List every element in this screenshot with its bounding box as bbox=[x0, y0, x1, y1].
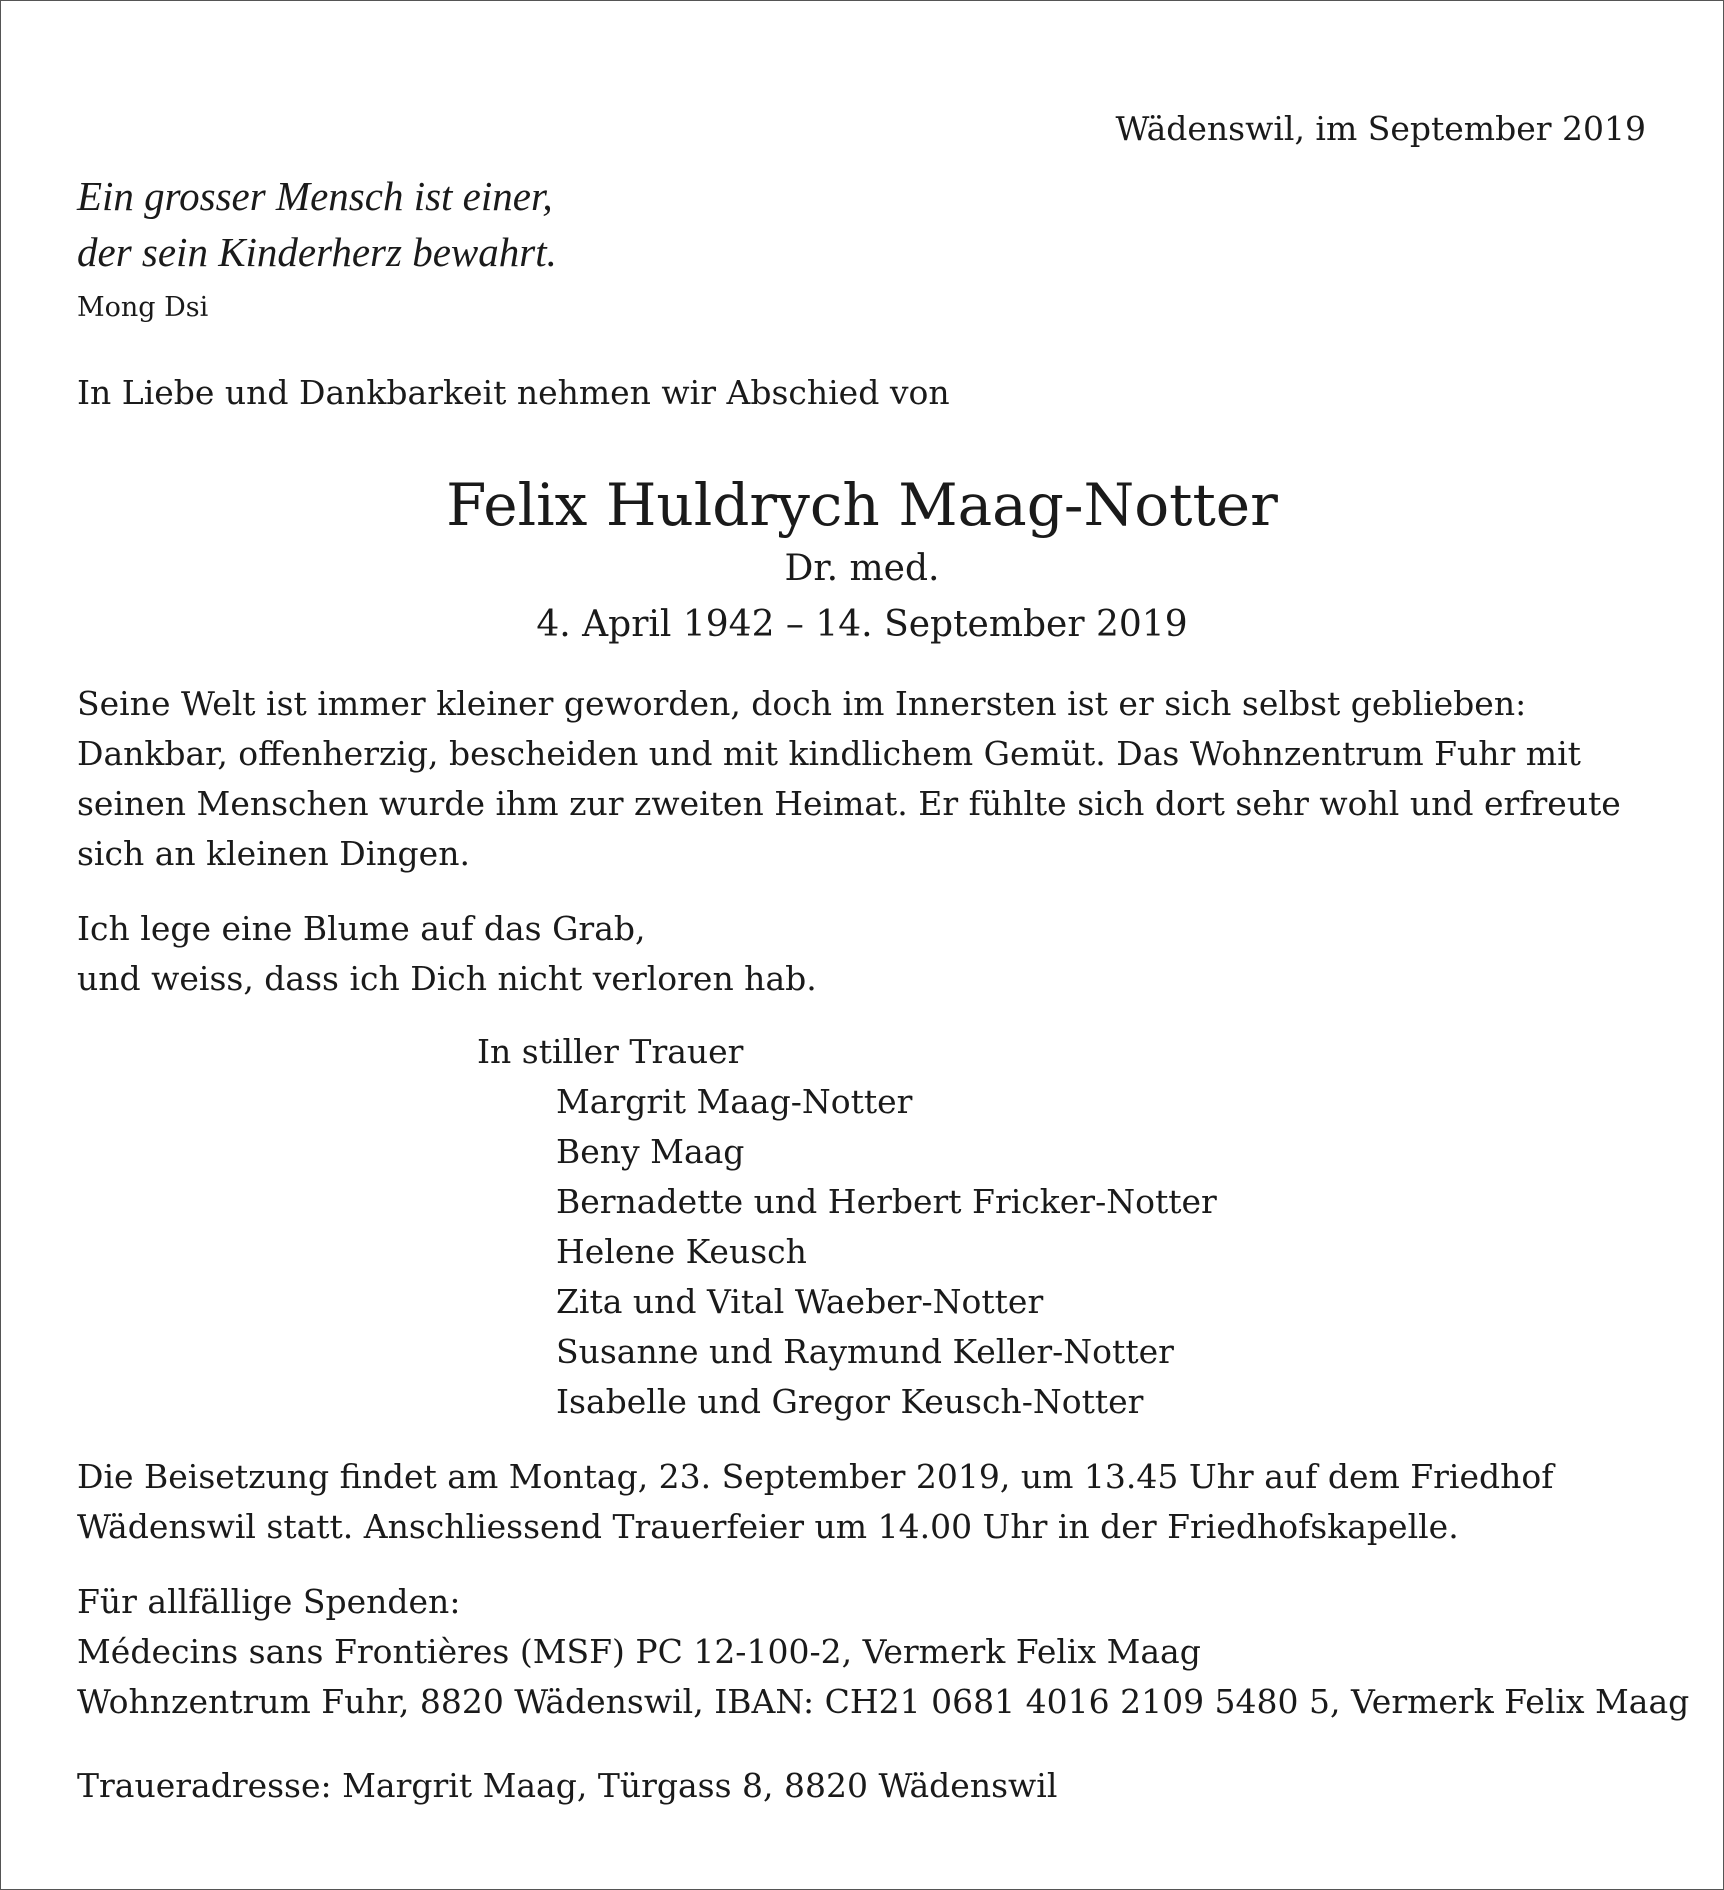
life-dates: 4. April 1942 – 14. September 2019 bbox=[536, 604, 1188, 645]
verse-line: und weiss, dass ich Dich nicht verloren hab. bbox=[77, 959, 817, 998]
tribute-line: seinen Menschen wurde ihm zur zweiten Heimat. Er fühlte sich dort sehr wohl und erfreute bbox=[77, 784, 1621, 823]
deceased-name: Felix Huldrych Maag-Notter bbox=[446, 471, 1278, 539]
mourning-heading: In stiller Trauer bbox=[477, 1032, 744, 1071]
quote-line: Ein grosser Mensch ist einer, bbox=[77, 173, 553, 219]
funeral-line: Die Beisetzung findet am Montag, 23. September 2019, um 13.45 Uhr auf dem Friedhof bbox=[77, 1457, 1554, 1496]
funeral-line: Wädenswil statt. Anschliessend Trauerfeier um 14.00 Uhr in der Friedhofskapelle. bbox=[77, 1507, 1459, 1546]
donation-line: Wohnzentrum Fuhr, 8820 Wädenswil, IBAN: CH21 0681 4016 2109 5480 5, Vermerk Felix Maag bbox=[77, 1682, 1690, 1721]
verse-line: Ich lege eine Blume auf das Grab, bbox=[77, 909, 646, 948]
donation-line: Für allfällige Spenden: bbox=[77, 1582, 461, 1621]
mourner-name: Zita und Vital Waeber-Notter bbox=[556, 1282, 1044, 1321]
place-date: Wädenswil, im September 2019 bbox=[1115, 109, 1646, 148]
intro-text: In Liebe und Dankbarkeit nehmen wir Abschied von bbox=[77, 373, 950, 412]
mourner-name: Isabelle und Gregor Keusch-Notter bbox=[556, 1382, 1144, 1421]
tribute-line: Dankbar, offenherzig, bescheiden und mit kindlichem Gemüt. Das Wohnzentrum Fuhr mit bbox=[77, 734, 1581, 773]
quote-line: der sein Kinderherz bewahrt. bbox=[77, 229, 557, 275]
deceased-title: Dr. med. bbox=[784, 548, 940, 589]
donation-line: Médecins sans Frontières (MSF) PC 12-100-2, Vermerk Felix Maag bbox=[77, 1632, 1201, 1671]
mourner-name: Margrit Maag-Notter bbox=[556, 1082, 913, 1121]
mourning-address: Traueradresse: Margrit Maag, Türgass 8, 8820 Wädenswil bbox=[77, 1766, 1058, 1805]
mourner-name: Susanne und Raymund Keller-Notter bbox=[556, 1332, 1174, 1371]
tribute-line: Seine Welt ist immer kleiner geworden, doch im Innersten ist er sich selbst geblieben: bbox=[77, 684, 1527, 723]
mourner-name: Bernadette und Herbert Fricker-Notter bbox=[556, 1182, 1217, 1221]
tribute-line: sich an kleinen Dingen. bbox=[77, 834, 470, 873]
mourner-name: Helene Keusch bbox=[556, 1232, 807, 1271]
mourner-name: Beny Maag bbox=[556, 1132, 745, 1171]
quote-author: Mong Dsi bbox=[77, 292, 209, 323]
